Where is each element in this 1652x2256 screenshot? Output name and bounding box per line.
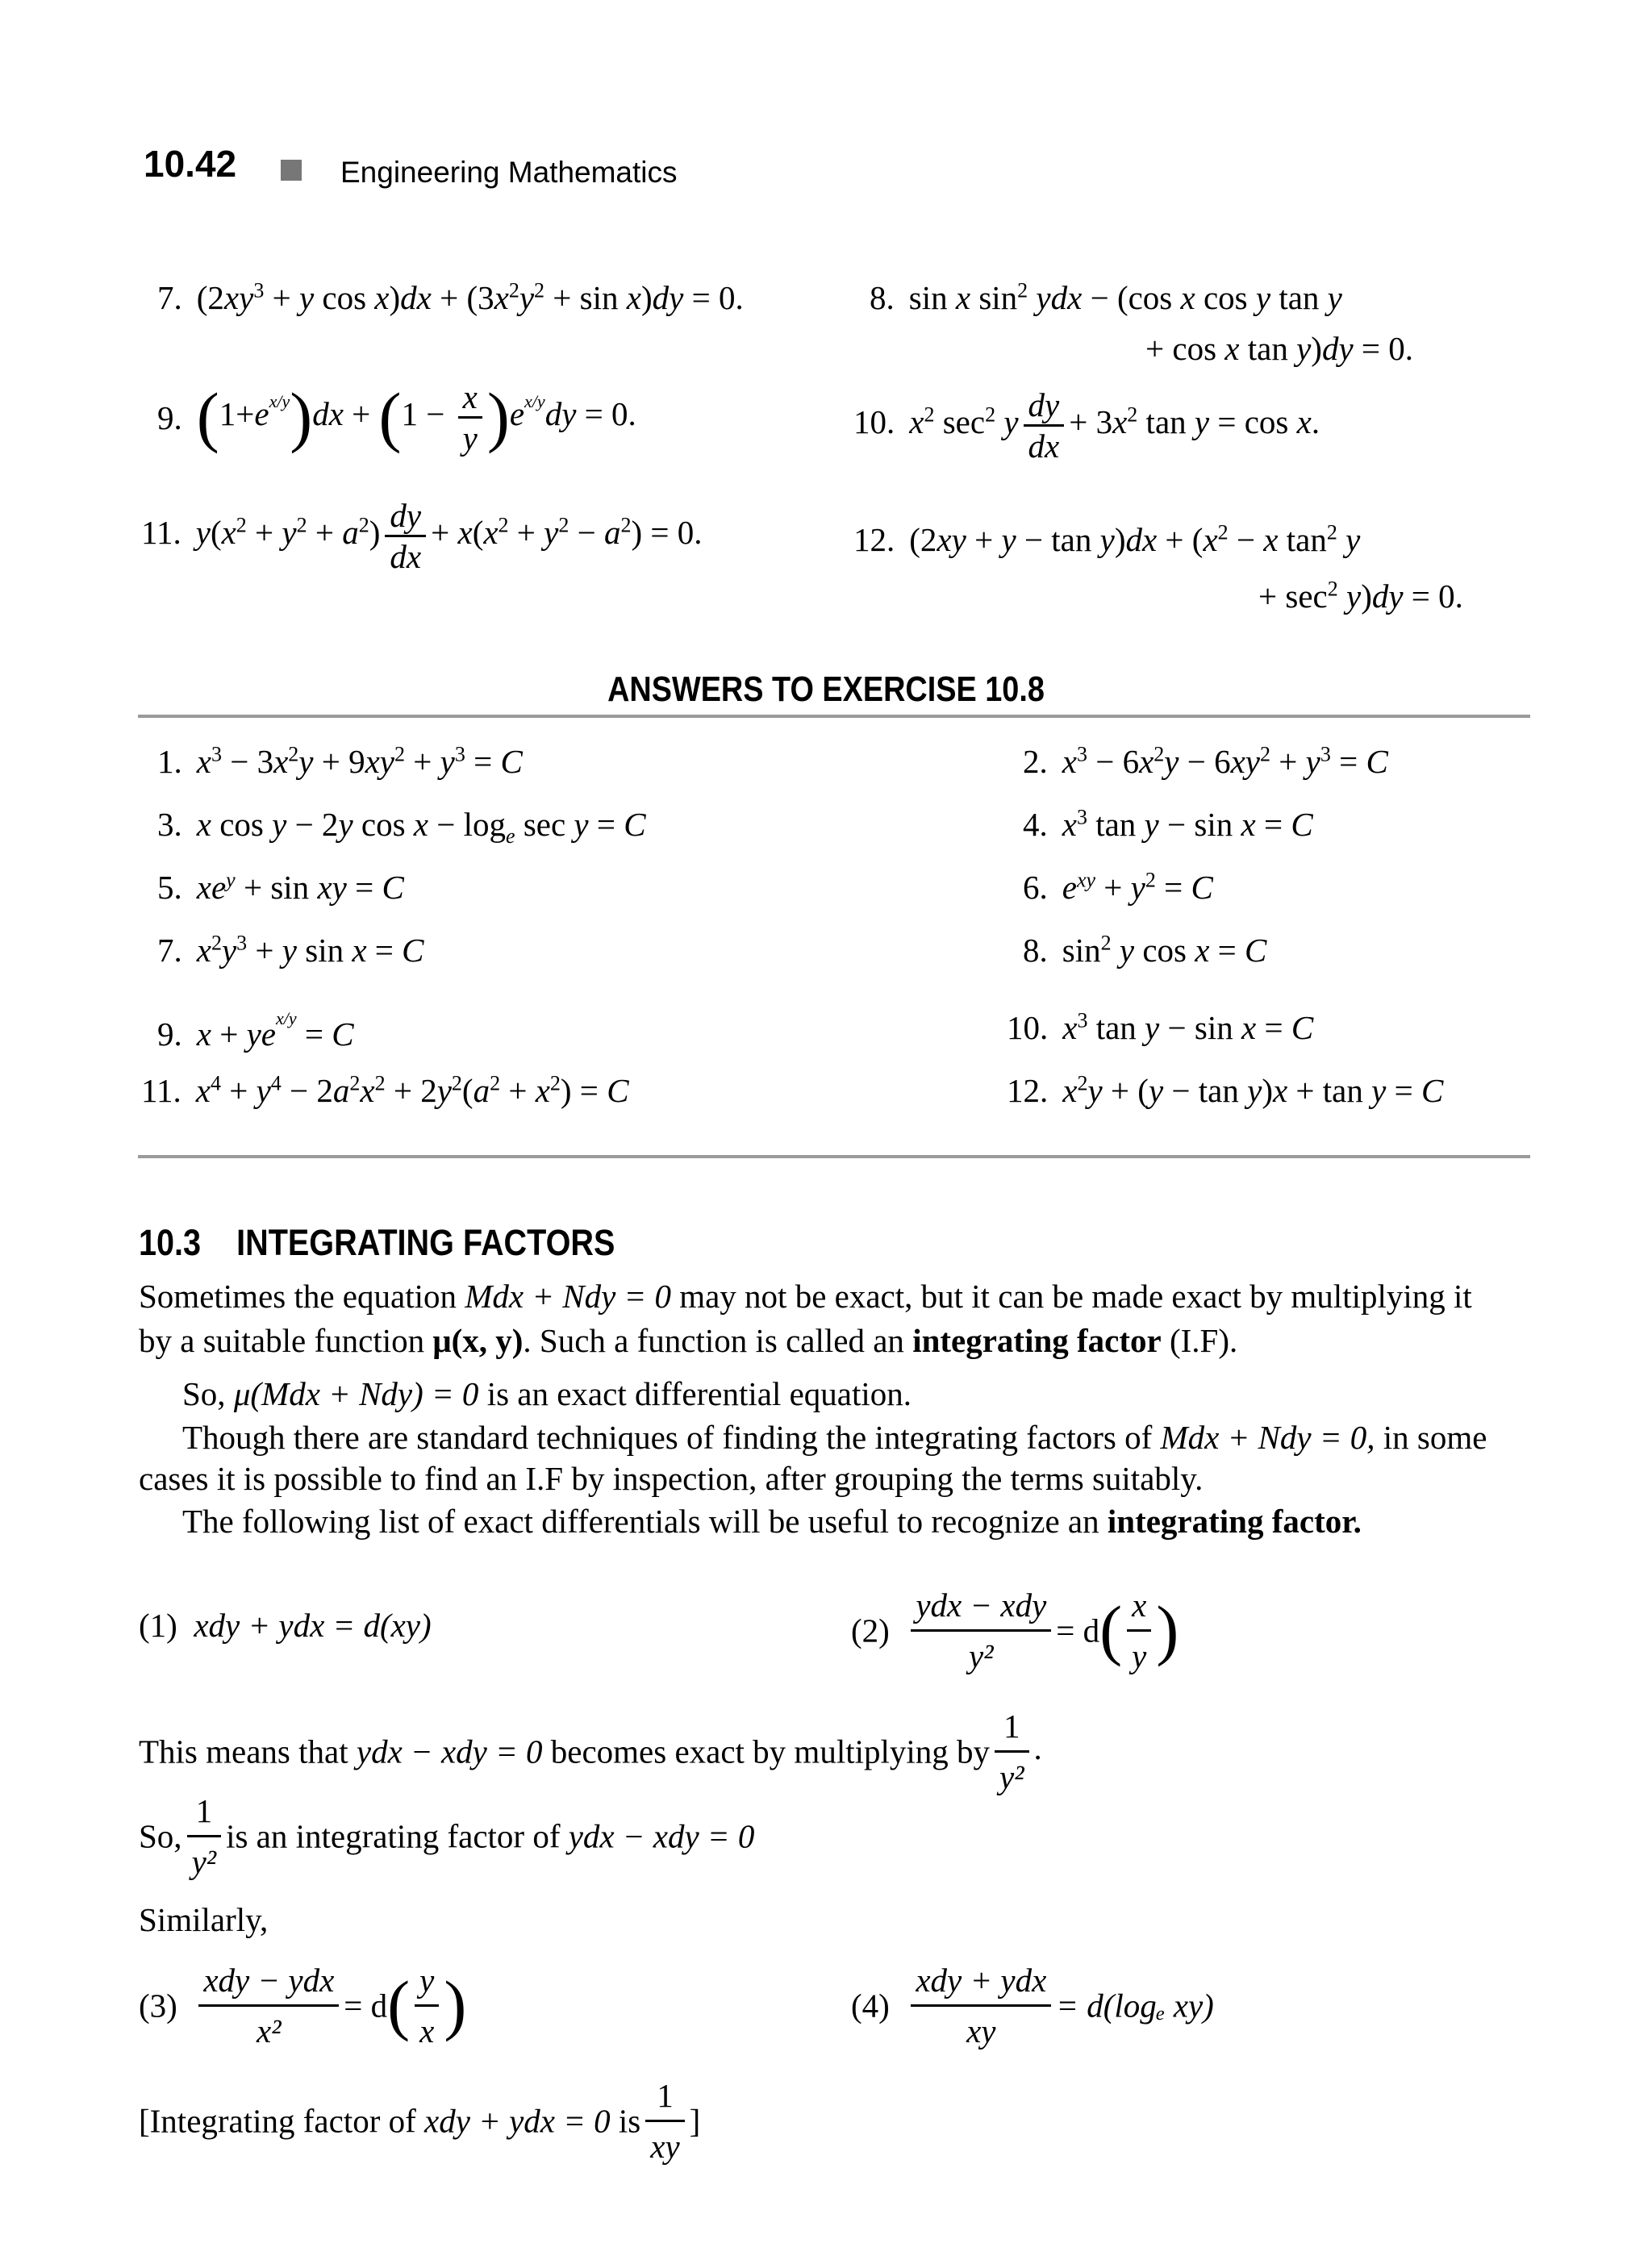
answer-6: 6. $e^{xy} + y^2 = C$ — [1023, 868, 1213, 906]
answer-3: 3. x cos y − 2y $\cos x - \log_e \sec y = C$ — [157, 806, 646, 849]
paragraph-4: The following list of exact differentials will be useful to recognize an integrating factor. — [182, 1503, 1362, 1540]
integrating-factor-note: [Integrating factor of xdy + ydx = 0 is $\frac{1}{xy}$ ] — [139, 2071, 700, 2171]
answers-top-rule — [138, 715, 1530, 718]
answer-1: 1. $x^3 - 3x^2y + 9xy^2 + y^3 = C$ — [157, 742, 523, 780]
answer-2: 2. $x^3 - 6x^2y - 6xy^2 + y^3 = C$ — [1023, 742, 1388, 780]
similarly-label: Similarly, — [139, 1901, 269, 1938]
paragraph-1-line-1: Sometimes the equation Mdx + Ndy = 0 may not be exact, but it can be made exact by multiplying it — [139, 1278, 1472, 1315]
problem-7: 7. ($2xy^3 + y$ $\cos x)dx + (3x^2y^2 + \sin x)dy = 0$. — [157, 278, 744, 316]
answer-4: 4. $x^3$ tan y − sin x = C — [1023, 805, 1313, 843]
answers-heading: ANSWERS TO EXERCISE 10.8 — [607, 669, 1045, 709]
header-square-icon — [281, 160, 302, 181]
running-title: Engineering Mathematics — [340, 156, 678, 189]
page-number: 10.42 — [144, 143, 237, 185]
so-line: So, $\frac{1}{\text{y²}}$ is an integrating factor of ydx − xdy = 0 — [139, 1787, 754, 1886]
answer-5: 5. $xe^y + \sin$ xy = C — [157, 868, 404, 906]
differential-2: (2) $\frac{\text{ydx − xdy}}{\text{y²}}$ = d( $\frac{x}{y}$ ) — [851, 1581, 1179, 1680]
answers-bottom-rule — [138, 1155, 1530, 1158]
differential-1: (1) xdy + ydx = d(xy) — [139, 1607, 432, 1644]
problem-10: 10. $x^2$ $\sec^2 y$ $\frac{dy}{dx}$ + $3x^2$ tan y = cos x. — [853, 386, 1320, 465]
problem-9: 9. $(1+e^{x/y})dx + (1$ − $\frac{x}{y}$ )$e^{x/y}dy = 0$. — [157, 378, 636, 457]
answer-8: 8. $\sin^2 y$ cos x = C — [1023, 931, 1267, 969]
differential-4: (4) $\frac{\text{xdy + ydx}}{xy}$ = d(logₑ xy) — [851, 1956, 1214, 2055]
problem-12-cont: + $\sec^2 y)dy = 0$. — [1258, 577, 1463, 615]
answer-7: 7. $x^2y^3 + y$ sin x = C — [157, 931, 424, 969]
means-line: This means that ydx − xdy = 0 becomes exact by multiplying by $\frac{1}{\text{y²}}$ . — [139, 1702, 1042, 1801]
answer-9: 9. $x + ye^{x/y} = C$ — [157, 1008, 354, 1053]
answer-12: 12. $x^2y + (y - \tan y)x + \tan y = C$ — [1007, 1071, 1444, 1109]
problem-11: 11. $y(x^2 + y^2 + a^2)$ $\frac{dy}{dx}$ + $x(x^2 + y^2 - a^2) = 0$. — [141, 497, 703, 575]
answer-10: 10. $x^3$ tan y − sin x = C — [1007, 1008, 1314, 1046]
paragraph-1-line-2: by a suitable function μ(x, y). Such a function is called an integrating factor (I.F). — [139, 1322, 1238, 1359]
problem-8: 8. sin x $\sin^2$ ydx − (cos x cos y tan y — [870, 278, 1342, 316]
section-heading: 10.3 INTEGRATING FACTORS — [139, 1222, 615, 1263]
problem-12: 12. $(2xy + y - \tan y)dx + (x^2 - x$ $\tan^2 y$ — [853, 520, 1361, 558]
problem-8-cont: + cos x tan y)dy = 0. — [1145, 330, 1414, 367]
paragraph-2: So, μ(Mdx + Ndy) = 0 is an exact differential equation. — [182, 1375, 912, 1412]
answer-11: 11. $x^4 + y^4 - 2a^2x^2 + 2y^2(a^2 + x^2) = C$ — [141, 1071, 629, 1109]
differential-3: (3) $\frac{\text{xdy − ydx}}{\text{x²}}$ = d( $\frac{y}{x}$ ) — [139, 1956, 466, 2055]
paragraph-3-line-1: Though there are standard techniques of finding the integrating factors of Mdx + Ndy = 0, in some — [182, 1419, 1487, 1456]
paragraph-3-line-2: cases it is possible to find an I.F by inspection, after grouping the terms suitably. — [139, 1460, 1204, 1497]
